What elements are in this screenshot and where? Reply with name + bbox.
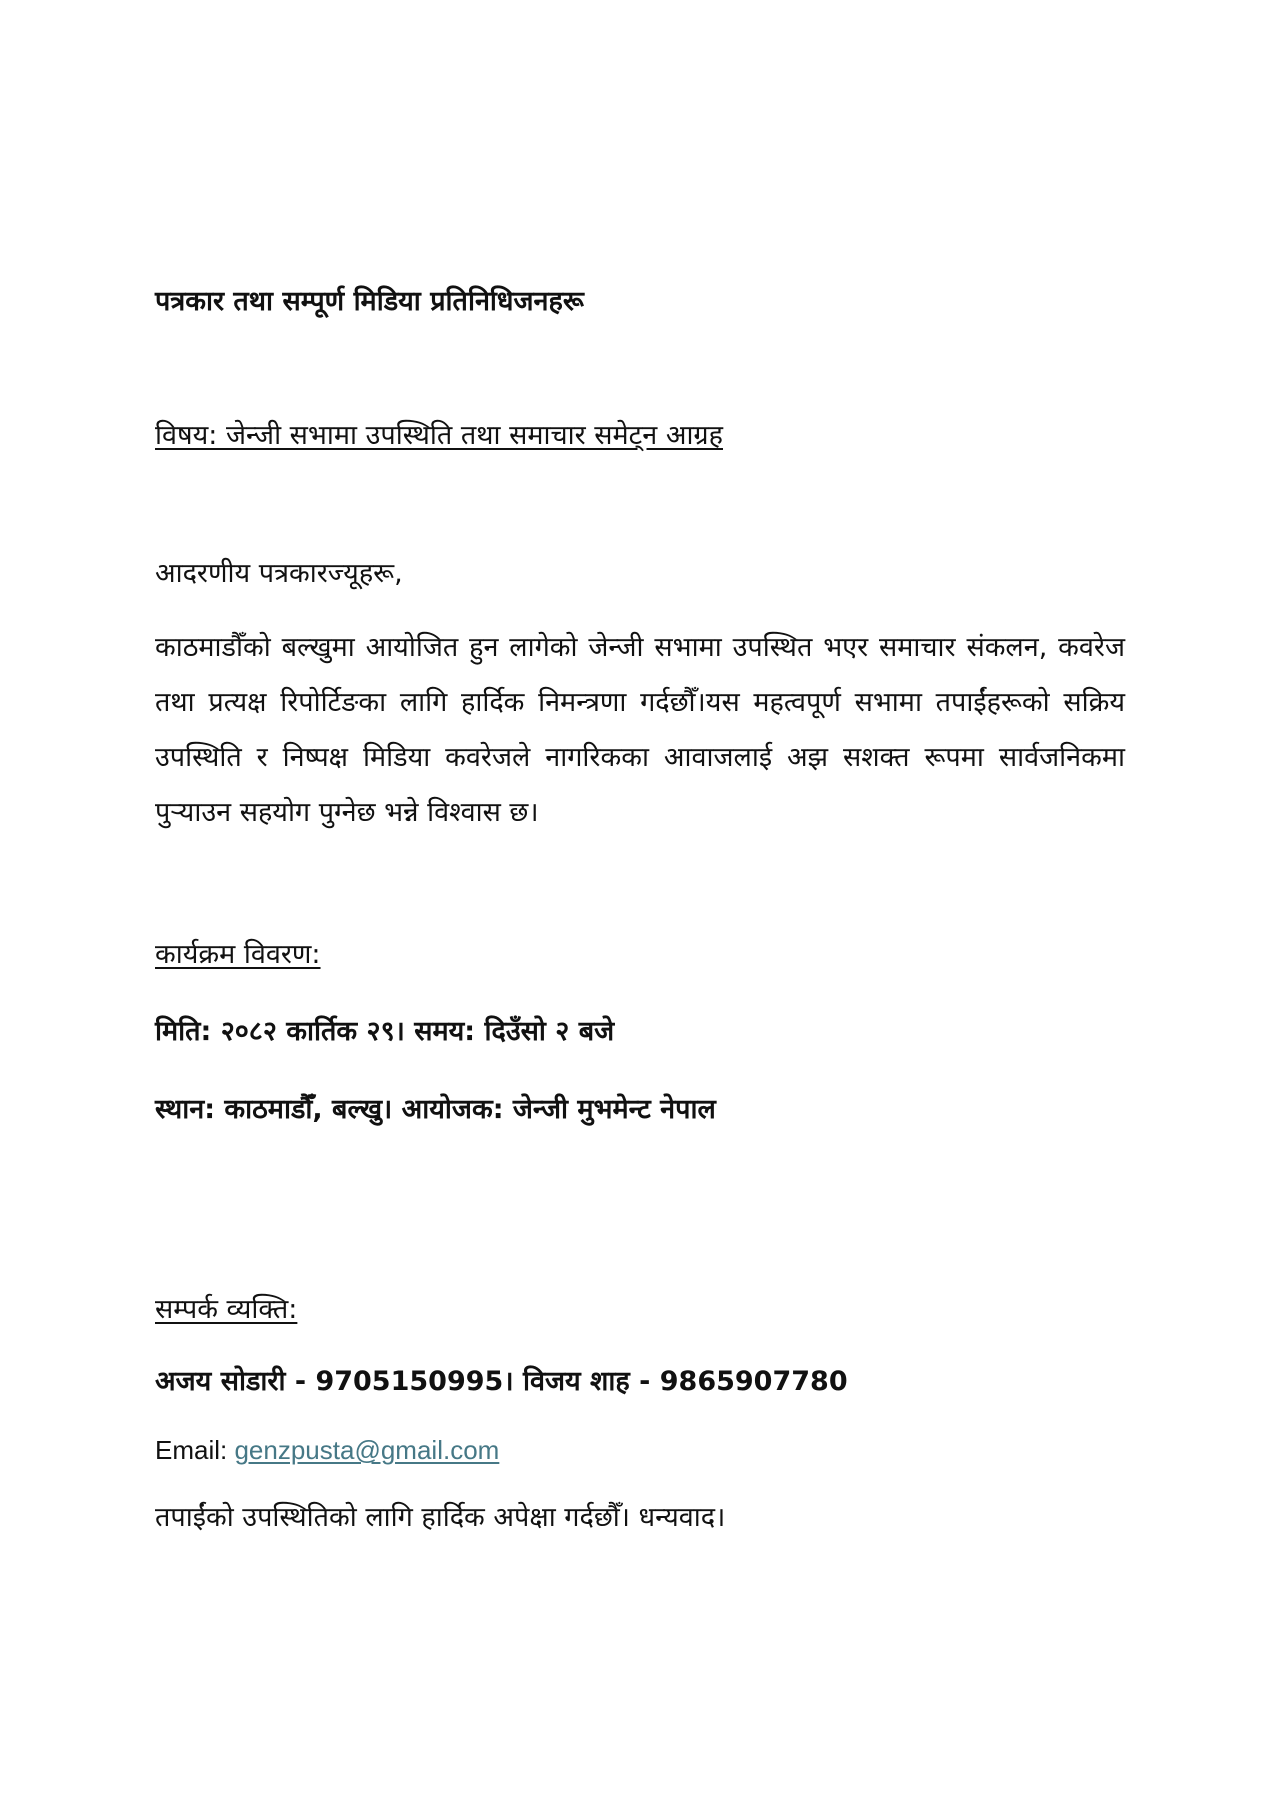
addressee-line: पत्रकार तथा सम्पूर्ण मिडिया प्रतिनिधिजनहरू <box>155 286 584 317</box>
subject-line: विषय: जेन्जी सभामा उपस्थिति तथा समाचार समेट्न आग्रह <box>155 420 723 451</box>
email-link[interactable]: genzpusta@gmail.com <box>234 1435 500 1465</box>
date-time-line: मिति: २०८२ कार्तिक २९। समय: दिउँसो २ बजे <box>155 1016 615 1047</box>
venue-organizer-line: स्थान: काठमाडौँ, बल्खु। आयोजक: जेन्जी मुभमेन्ट नेपाल <box>155 1094 716 1125</box>
contact-persons-heading: सम्पर्क व्यक्ति: <box>155 1294 298 1325</box>
closing-line: तपाईंको उपस्थितिको लागि हार्दिक अपेक्षा गर्दछौँ। धन्यवाद। <box>155 1502 726 1533</box>
email-line <box>155 1430 1125 1470</box>
program-details-heading: कार्यक्रम विवरण: <box>155 939 321 970</box>
body-paragraph: काठमाडौँको बल्खुमा आयोजित हुन लागेको जेन्जी सभामा उपस्थित भएर समाचार संकलन, कवरेज तथा प्रत्यक्ष रिपोर्टिङका लागि हार्दिक निमन्त्रणा गर्दछौँ।यस महत्वपूर्ण सभामा तपाईंहरूको सक्रिय उपस्थिति र निष्पक्ष मिडिया कवरेजले नागरिकका आवाजलाई अझ सशक्त रूपमा सार्वजनिकमा पुर्‍याउन सहयोग पुग्नेछ भन्ने विश्वास छ। <box>155 632 1125 828</box>
email-label: Email: <box>155 1435 235 1465</box>
salutation: आदरणीय पत्रकारज्यूहरू, <box>155 558 403 589</box>
contact-persons-line: अजय सोडारी - 9705150995। विजय शाह - 9865907780 <box>155 1366 848 1397</box>
